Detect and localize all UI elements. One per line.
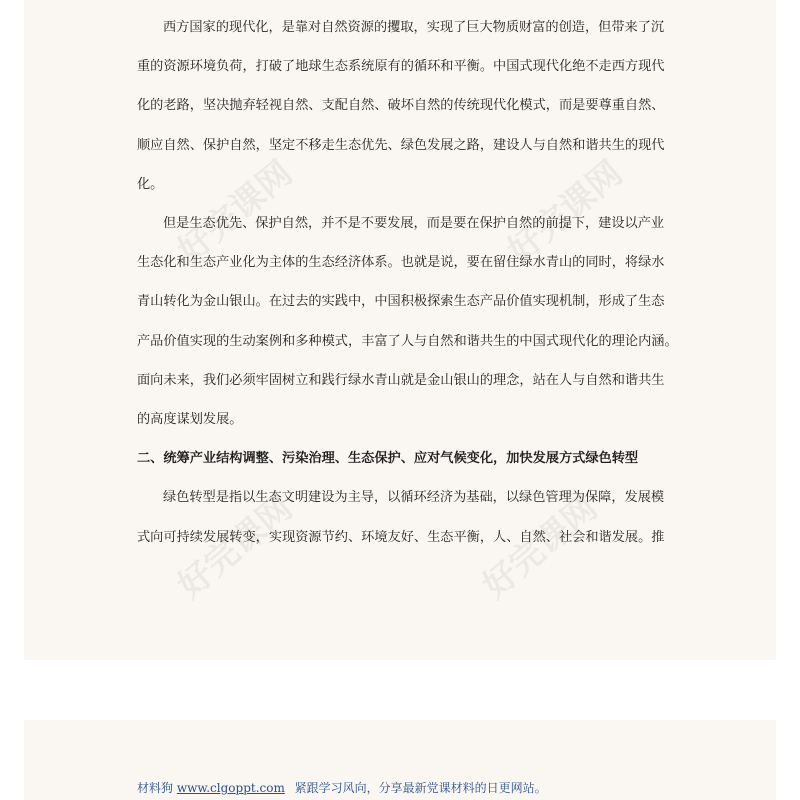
text-line: 产品价值实现的生动案例和多种模式，丰富了人与自然和谐共生的中国式现代化的理论内涵。 <box>137 333 678 349</box>
text-line: 绿色转型是指以生态文明建设为主导，以循环经济为基础，以绿色管理为保障，发展模 <box>163 490 665 506</box>
site-footer <box>137 779 547 796</box>
text-line: 化的老路，坚决抛弃轻视自然、支配自然、破坏自然的传统现代化模式，而是要尊重自然、 <box>137 98 665 114</box>
footer-site-name: 材料狗 <box>137 781 174 795</box>
text-line: 重的资源环境负荷，打破了地球生态系统原有的循环和平衡。中国式现代化绝不走西方现代 <box>137 59 665 75</box>
paragraph <box>137 8 665 204</box>
text-line: 但是生态优先、保护自然，并不是不要发展，而是要在保护自然的前提下，建设以产业 <box>163 216 665 232</box>
paragraph <box>137 478 665 556</box>
article-body <box>137 8 678 557</box>
footer-tagline: 紧跟学习风向，分享最新党课材料的日更网站。 <box>294 781 547 795</box>
text-line: 西方国家的现代化，是靠对自然资源的攫取，实现了巨大物质财富的创造，但带来了沉 <box>163 20 665 35</box>
text-line: 面向未来，我们必须牢固树立和践行绿水青山就是金山银山的理念，站在人与自然和谐共生 <box>137 372 665 388</box>
paragraph <box>137 204 678 439</box>
text-line: 化。 <box>137 176 164 192</box>
text-line: 顺应自然、保护自然，坚定不移走生态优先、绿色发展之路，建设人与自然和谐共生的现代 <box>137 137 665 153</box>
text-line: 式向可持续发展转变，实现资源节约、环境友好、生态平衡，人、自然、社会和谐发展。推 <box>137 529 665 545</box>
text-line: 的高度谋划发展。 <box>137 412 243 428</box>
footer-link[interactable]: www.clgoppt.com <box>176 781 285 795</box>
section-heading: 二、统筹产业结构调整、污染治理、生态保护、应对气候变化，加快发展方式绿色转型 <box>137 451 639 467</box>
text-line: 生态化和生态产业化为主体的生态经济体系。也就是说，要在留住绿水青山的同时，将绿水 <box>137 255 665 271</box>
text-line: 青山转化为金山银山。在过去的实践中，中国积极探索生态产品价值实现机制，形成了生态 <box>137 294 665 310</box>
